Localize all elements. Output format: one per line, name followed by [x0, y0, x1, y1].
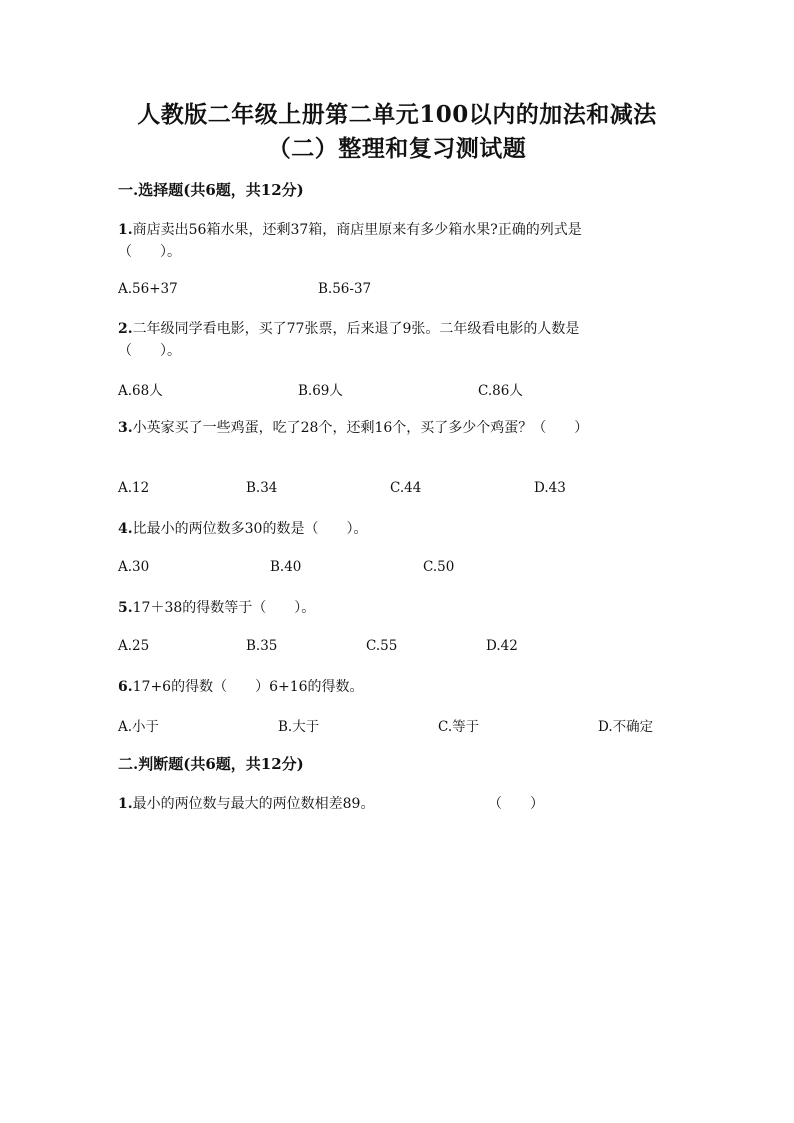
option-b: B.34	[246, 480, 278, 496]
option-a: A.小于	[118, 719, 160, 735]
question-number: 3.	[118, 420, 133, 436]
question-text: 比最小的两位数多30的数是（ ）。	[132, 521, 368, 537]
question-text: 二年级同学看电影，买了77张票，后来退了9张。二年级看电影的人数是	[132, 321, 580, 337]
question-number: 6.	[118, 679, 133, 695]
page-title-line1: 人教版二年级上册第二单元100以内的加法和减法	[137, 101, 657, 128]
question-number: 1.	[118, 796, 133, 812]
option-c: C.44	[390, 480, 422, 496]
question-text: 17+6的得数（ ）6+16的得数。	[132, 679, 364, 695]
question-text: 商店卖出56箱水果，还剩37箱，商店里原来有多少箱水果?正确的列式是	[132, 222, 582, 238]
question-6-line1	[118, 676, 364, 696]
option-d: D.42	[486, 638, 518, 654]
question-text: 小英家买了一些鸡蛋，吃了28个，还剩16个，买了多少个鸡蛋？（ ）	[132, 420, 589, 436]
option-a: A.12	[118, 480, 150, 496]
question-number: 4.	[118, 521, 133, 537]
option-a: A.56+37	[118, 281, 178, 297]
section-heading-judgement: 二.判断题(共6题，共12分)	[118, 755, 304, 773]
question-text: 17＋38的得数等于（ ）。	[132, 600, 316, 616]
option-c: C.等于	[438, 719, 480, 735]
question-number: 1.	[118, 222, 133, 238]
option-b: B.35	[246, 638, 278, 654]
question-3-line1	[118, 417, 588, 437]
option-b: B.大于	[278, 719, 320, 735]
question-5-line1	[118, 597, 315, 617]
option-d: D.43	[534, 480, 566, 496]
question-1-line2: （ ）。	[118, 244, 181, 260]
option-b: B.56-37	[318, 281, 372, 297]
option-c: C.55	[366, 638, 398, 654]
page-title-line2: （二）整理和复习测试题	[267, 135, 527, 162]
section-heading-choice: 一.选择题(共6题，共12分)	[118, 181, 304, 199]
question-text: 最小的两位数与最大的两位数相差89。	[132, 796, 375, 812]
question-2-line1	[118, 318, 579, 338]
option-c: C.86人	[478, 383, 523, 399]
option-d: D.不确定	[598, 719, 654, 735]
question-2-line2: （ ）。	[118, 343, 181, 359]
option-a: A.30	[118, 559, 150, 575]
option-b: B.69人	[298, 383, 343, 399]
judgement-1-line1	[118, 793, 374, 813]
option-c: C.50	[423, 559, 455, 575]
question-number: 5.	[118, 600, 133, 616]
answer-bracket: （ ）	[488, 796, 544, 812]
question-4-line1	[118, 518, 367, 538]
option-a: A.68人	[118, 383, 163, 399]
option-a: A.25	[118, 638, 150, 654]
option-b: B.40	[270, 559, 302, 575]
question-1-line1	[118, 219, 582, 239]
question-number: 2.	[118, 321, 133, 337]
